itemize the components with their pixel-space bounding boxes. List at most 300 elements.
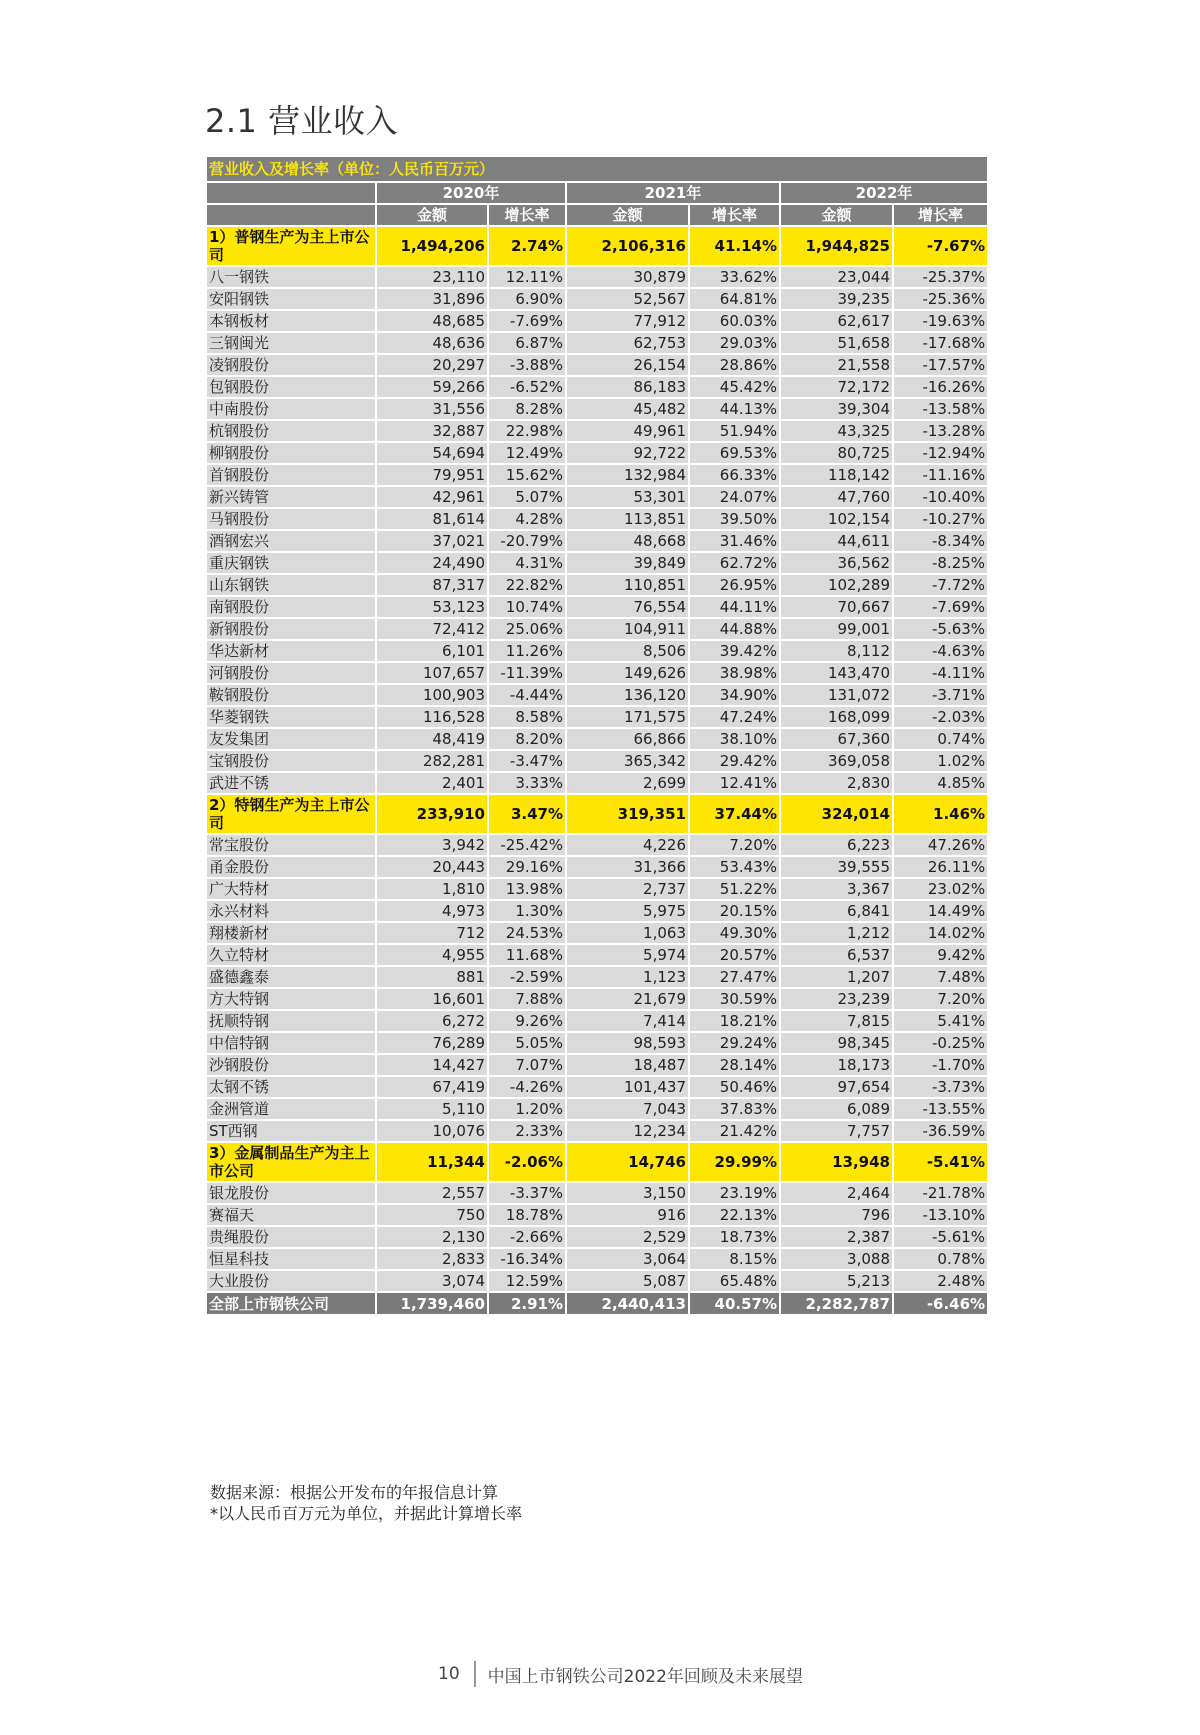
growth-rate-cell: 12.41% [689, 772, 780, 794]
growth-rate-cell: 7.48% [893, 966, 988, 988]
amount-cell: 168,099 [780, 706, 893, 728]
amount-cell: 23,110 [376, 266, 488, 288]
amount-cell: 6,089 [780, 1098, 893, 1120]
amount-cell: 6,101 [376, 640, 488, 662]
revenue-growth-table [205, 155, 989, 1316]
amount-cell: 98,593 [566, 1032, 689, 1054]
amount-cell: 70,667 [780, 596, 893, 618]
growth-rate-cell: -17.68% [893, 332, 988, 354]
growth-rate-cell: -10.27% [893, 508, 988, 530]
row-label: 赛福天 [206, 1204, 376, 1226]
growth-rate-cell: 38.10% [689, 728, 780, 750]
row-label: ST西钢 [206, 1120, 376, 1142]
growth-rate-cell: 64.81% [689, 288, 780, 310]
amount-cell: 2,282,787 [780, 1292, 893, 1315]
year-header-2021: 2021年 [566, 182, 780, 204]
growth-rate-cell: 7.20% [689, 834, 780, 856]
growth-rate-cell: 30.59% [689, 988, 780, 1010]
amount-cell: 37,021 [376, 530, 488, 552]
table-row [206, 966, 988, 988]
data-source-note: 数据来源：根据公开发布的年报信息计算 [210, 1483, 499, 1502]
growth-rate-cell: 2.91% [488, 1292, 566, 1315]
growth-rate-cell: 21.42% [689, 1120, 780, 1142]
amount-cell: 2,557 [376, 1182, 488, 1204]
row-label: 永兴材料 [206, 900, 376, 922]
col-header-amount: 金额 [566, 204, 689, 226]
amount-cell: 87,317 [376, 574, 488, 596]
growth-rate-cell: 18.73% [689, 1226, 780, 1248]
amount-cell: 80,725 [780, 442, 893, 464]
growth-rate-cell: 4.31% [488, 552, 566, 574]
amount-cell: 1,212 [780, 922, 893, 944]
row-label: 常宝股份 [206, 834, 376, 856]
growth-rate-cell: 40.57% [689, 1292, 780, 1315]
amount-cell: 8,112 [780, 640, 893, 662]
row-label: 酒钢宏兴 [206, 530, 376, 552]
amount-cell: 6,272 [376, 1010, 488, 1032]
row-label: 安阳钢铁 [206, 288, 376, 310]
row-label: 2）特钢生产为主上市公司 [206, 794, 376, 834]
amount-cell: 5,213 [780, 1270, 893, 1292]
growth-rate-cell: -13.55% [893, 1098, 988, 1120]
col-header-growth: 增长率 [689, 204, 780, 226]
growth-rate-cell: 14.02% [893, 922, 988, 944]
amount-cell: 113,851 [566, 508, 689, 530]
sub-header-row [206, 204, 988, 226]
growth-rate-cell: 37.44% [689, 794, 780, 834]
amount-cell: 86,183 [566, 376, 689, 398]
row-label: 贵绳股份 [206, 1226, 376, 1248]
growth-rate-cell: -7.72% [893, 574, 988, 596]
amount-cell: 66,866 [566, 728, 689, 750]
amount-cell: 79,951 [376, 464, 488, 486]
amount-cell: 2,464 [780, 1182, 893, 1204]
amount-cell: 47,760 [780, 486, 893, 508]
row-label: 抚顺特钢 [206, 1010, 376, 1032]
growth-rate-cell: -5.63% [893, 618, 988, 640]
row-label: 太钢不锈 [206, 1076, 376, 1098]
growth-rate-cell: 0.78% [893, 1248, 988, 1270]
growth-rate-cell: 47.24% [689, 706, 780, 728]
growth-rate-cell: 12.59% [488, 1270, 566, 1292]
amount-cell: 14,427 [376, 1054, 488, 1076]
col-header-growth: 增长率 [488, 204, 566, 226]
growth-rate-cell: 7.20% [893, 988, 988, 1010]
table-row [206, 266, 988, 288]
page-number: 10 [438, 1664, 460, 1684]
row-label: 1）普钢生产为主上市公司 [206, 226, 376, 266]
growth-rate-cell: -5.61% [893, 1226, 988, 1248]
growth-rate-cell: 9.42% [893, 944, 988, 966]
amount-cell: 8,506 [566, 640, 689, 662]
row-label: 新兴铸管 [206, 486, 376, 508]
amount-cell: 5,974 [566, 944, 689, 966]
amount-cell: 21,558 [780, 354, 893, 376]
amount-cell: 48,419 [376, 728, 488, 750]
amount-cell: 98,345 [780, 1032, 893, 1054]
amount-cell: 5,110 [376, 1098, 488, 1120]
table-row [206, 900, 988, 922]
amount-cell: 712 [376, 922, 488, 944]
row-label: 本钢板材 [206, 310, 376, 332]
growth-rate-cell: -2.66% [488, 1226, 566, 1248]
growth-rate-cell: -13.10% [893, 1204, 988, 1226]
row-label: 河钢股份 [206, 662, 376, 684]
growth-rate-cell: 7.07% [488, 1054, 566, 1076]
growth-rate-cell: 28.86% [689, 354, 780, 376]
amount-cell: 10,076 [376, 1120, 488, 1142]
amount-cell: 1,123 [566, 966, 689, 988]
table-row [206, 706, 988, 728]
total-row [206, 1292, 988, 1315]
growth-rate-cell: -13.58% [893, 398, 988, 420]
growth-rate-cell: 22.82% [488, 574, 566, 596]
growth-rate-cell: 4.28% [488, 508, 566, 530]
amount-cell: 102,154 [780, 508, 893, 530]
amount-cell: 30,879 [566, 266, 689, 288]
growth-rate-cell: -13.28% [893, 420, 988, 442]
growth-rate-cell: 23.02% [893, 878, 988, 900]
growth-rate-cell: 50.46% [689, 1076, 780, 1098]
growth-rate-cell: 10.74% [488, 596, 566, 618]
table-row [206, 1010, 988, 1032]
amount-cell: 1,810 [376, 878, 488, 900]
amount-cell: 24,490 [376, 552, 488, 574]
growth-rate-cell: 23.19% [689, 1182, 780, 1204]
growth-rate-cell: -20.79% [488, 530, 566, 552]
growth-rate-cell: 29.24% [689, 1032, 780, 1054]
row-label: 新钢股份 [206, 618, 376, 640]
amount-cell: 1,063 [566, 922, 689, 944]
amount-cell: 81,614 [376, 508, 488, 530]
row-label: 南钢股份 [206, 596, 376, 618]
growth-rate-cell: 26.95% [689, 574, 780, 596]
table-row [206, 1270, 988, 1292]
table-row [206, 464, 988, 486]
amount-cell: 916 [566, 1204, 689, 1226]
row-label: 恒星科技 [206, 1248, 376, 1270]
growth-rate-cell: 51.22% [689, 878, 780, 900]
growth-rate-cell: -4.11% [893, 662, 988, 684]
growth-rate-cell: -11.16% [893, 464, 988, 486]
unit-footnote: *以人民币百万元为单位，并据此计算增长率 [210, 1504, 523, 1523]
amount-cell: 369,058 [780, 750, 893, 772]
amount-cell: 31,556 [376, 398, 488, 420]
growth-rate-cell: 69.53% [689, 442, 780, 464]
amount-cell: 2,529 [566, 1226, 689, 1248]
amount-cell: 2,699 [566, 772, 689, 794]
amount-cell: 796 [780, 1204, 893, 1226]
amount-cell: 881 [376, 966, 488, 988]
amount-cell: 4,955 [376, 944, 488, 966]
year-header-2022: 2022年 [780, 182, 988, 204]
table-row [206, 1182, 988, 1204]
amount-cell: 20,297 [376, 354, 488, 376]
group-subtotal-row [206, 1142, 988, 1182]
amount-cell: 32,887 [376, 420, 488, 442]
table-row [206, 508, 988, 530]
amount-cell: 51,658 [780, 332, 893, 354]
row-label: 中信特钢 [206, 1032, 376, 1054]
amount-cell: 18,173 [780, 1054, 893, 1076]
growth-rate-cell: 1.46% [893, 794, 988, 834]
growth-rate-cell: 26.11% [893, 856, 988, 878]
growth-rate-cell: 0.74% [893, 728, 988, 750]
growth-rate-cell: 24.07% [689, 486, 780, 508]
growth-rate-cell: -2.06% [488, 1142, 566, 1182]
row-label: 盛德鑫泰 [206, 966, 376, 988]
amount-cell: 31,366 [566, 856, 689, 878]
growth-rate-cell: 8.58% [488, 706, 566, 728]
blank-header-cell [206, 182, 376, 204]
amount-cell: 62,753 [566, 332, 689, 354]
row-label: 重庆钢铁 [206, 552, 376, 574]
growth-rate-cell: 28.14% [689, 1054, 780, 1076]
amount-cell: 11,344 [376, 1142, 488, 1182]
row-label: 杭钢股份 [206, 420, 376, 442]
growth-rate-cell: -19.63% [893, 310, 988, 332]
amount-cell: 7,414 [566, 1010, 689, 1032]
table-row [206, 354, 988, 376]
growth-rate-cell: -12.94% [893, 442, 988, 464]
table-row [206, 618, 988, 640]
growth-rate-cell: 44.88% [689, 618, 780, 640]
amount-cell: 12,234 [566, 1120, 689, 1142]
amount-cell: 62,617 [780, 310, 893, 332]
table-row [206, 944, 988, 966]
growth-rate-cell: 53.43% [689, 856, 780, 878]
amount-cell: 26,154 [566, 354, 689, 376]
growth-rate-cell: -10.40% [893, 486, 988, 508]
growth-rate-cell: 29.99% [689, 1142, 780, 1182]
growth-rate-cell: 44.11% [689, 596, 780, 618]
growth-rate-cell: 51.94% [689, 420, 780, 442]
amount-cell: 67,419 [376, 1076, 488, 1098]
row-label: 山东钢铁 [206, 574, 376, 596]
growth-rate-cell: 37.83% [689, 1098, 780, 1120]
growth-rate-cell: 4.85% [893, 772, 988, 794]
row-label: 银龙股份 [206, 1182, 376, 1204]
growth-rate-cell: 12.49% [488, 442, 566, 464]
table-row [206, 596, 988, 618]
amount-cell: 2,401 [376, 772, 488, 794]
row-label: 华达新材 [206, 640, 376, 662]
col-header-amount: 金额 [376, 204, 488, 226]
amount-cell: 99,001 [780, 618, 893, 640]
growth-rate-cell: 39.50% [689, 508, 780, 530]
table-row [206, 988, 988, 1010]
growth-rate-cell: -6.46% [893, 1292, 988, 1315]
table-row [206, 640, 988, 662]
amount-cell: 7,815 [780, 1010, 893, 1032]
amount-cell: 116,528 [376, 706, 488, 728]
amount-cell: 97,654 [780, 1076, 893, 1098]
row-label: 首钢股份 [206, 464, 376, 486]
amount-cell: 44,611 [780, 530, 893, 552]
table-row [206, 552, 988, 574]
growth-rate-cell: -21.78% [893, 1182, 988, 1204]
amount-cell: 136,120 [566, 684, 689, 706]
growth-rate-cell: -3.71% [893, 684, 988, 706]
growth-rate-cell: -16.26% [893, 376, 988, 398]
row-label: 广大特材 [206, 878, 376, 900]
table-row [206, 1204, 988, 1226]
growth-rate-cell: 41.14% [689, 226, 780, 266]
table-row [206, 1248, 988, 1270]
growth-rate-cell: -11.39% [488, 662, 566, 684]
table-row [206, 684, 988, 706]
row-label: 友发集团 [206, 728, 376, 750]
row-label: 金洲管道 [206, 1098, 376, 1120]
amount-cell: 4,226 [566, 834, 689, 856]
growth-rate-cell: 5.41% [893, 1010, 988, 1032]
growth-rate-cell: 8.15% [689, 1248, 780, 1270]
table-row [206, 878, 988, 900]
growth-rate-cell: 2.33% [488, 1120, 566, 1142]
amount-cell: 750 [376, 1204, 488, 1226]
amount-cell: 365,342 [566, 750, 689, 772]
growth-rate-cell: -5.41% [893, 1142, 988, 1182]
row-label: 翔楼新材 [206, 922, 376, 944]
growth-rate-cell: 29.03% [689, 332, 780, 354]
table-row [206, 1054, 988, 1076]
growth-rate-cell: -2.03% [893, 706, 988, 728]
amount-cell: 132,984 [566, 464, 689, 486]
row-label: 沙钢股份 [206, 1054, 376, 1076]
amount-cell: 48,636 [376, 332, 488, 354]
growth-rate-cell: 22.13% [689, 1204, 780, 1226]
growth-rate-cell: 6.90% [488, 288, 566, 310]
growth-rate-cell: 1.20% [488, 1098, 566, 1120]
growth-rate-cell: 29.42% [689, 750, 780, 772]
amount-cell: 53,301 [566, 486, 689, 508]
amount-cell: 49,961 [566, 420, 689, 442]
amount-cell: 53,123 [376, 596, 488, 618]
amount-cell: 48,685 [376, 310, 488, 332]
growth-rate-cell: -7.67% [893, 226, 988, 266]
amount-cell: 67,360 [780, 728, 893, 750]
amount-cell: 45,482 [566, 398, 689, 420]
table-row [206, 376, 988, 398]
amount-cell: 52,567 [566, 288, 689, 310]
table-row [206, 442, 988, 464]
amount-cell: 319,351 [566, 794, 689, 834]
amount-cell: 324,014 [780, 794, 893, 834]
table-row [206, 1076, 988, 1098]
page-footer [438, 1660, 803, 1688]
amount-cell: 39,304 [780, 398, 893, 420]
row-label: 鞍钢股份 [206, 684, 376, 706]
growth-rate-cell: 15.62% [488, 464, 566, 486]
table-caption: 营业收入及增长率（单位：人民币百万元） [206, 156, 988, 182]
row-label: 宝钢股份 [206, 750, 376, 772]
amount-cell: 72,412 [376, 618, 488, 640]
growth-rate-cell: -8.25% [893, 552, 988, 574]
row-label: 全部上市钢铁公司 [206, 1292, 376, 1315]
amount-cell: 6,841 [780, 900, 893, 922]
amount-cell: 92,722 [566, 442, 689, 464]
growth-rate-cell: 25.06% [488, 618, 566, 640]
growth-rate-cell: -8.34% [893, 530, 988, 552]
row-label: 柳钢股份 [206, 442, 376, 464]
growth-rate-cell: 18.21% [689, 1010, 780, 1032]
growth-rate-cell: 6.87% [488, 332, 566, 354]
amount-cell: 3,064 [566, 1248, 689, 1270]
amount-cell: 3,088 [780, 1248, 893, 1270]
row-label: 中南股份 [206, 398, 376, 420]
growth-rate-cell: 34.90% [689, 684, 780, 706]
table-row [206, 310, 988, 332]
amount-cell: 76,554 [566, 596, 689, 618]
amount-cell: 39,555 [780, 856, 893, 878]
amount-cell: 233,910 [376, 794, 488, 834]
amount-cell: 1,739,460 [376, 1292, 488, 1315]
amount-cell: 1,494,206 [376, 226, 488, 266]
table-row [206, 750, 988, 772]
table-notes [210, 1482, 522, 1524]
page-title: 2.1 营业收入 [205, 102, 399, 140]
table-row [206, 1226, 988, 1248]
table-row [206, 530, 988, 552]
table-row [206, 332, 988, 354]
amount-cell: 2,440,413 [566, 1292, 689, 1315]
group-subtotal-row [206, 794, 988, 834]
blank-header-cell [206, 204, 376, 226]
row-label: 久立特材 [206, 944, 376, 966]
growth-rate-cell: -4.26% [488, 1076, 566, 1098]
amount-cell: 2,737 [566, 878, 689, 900]
growth-rate-cell: 5.07% [488, 486, 566, 508]
amount-cell: 1,207 [780, 966, 893, 988]
amount-cell: 48,668 [566, 530, 689, 552]
growth-rate-cell: 2.74% [488, 226, 566, 266]
amount-cell: 13,948 [780, 1142, 893, 1182]
amount-cell: 2,833 [376, 1248, 488, 1270]
table-row [206, 486, 988, 508]
growth-rate-cell: 45.42% [689, 376, 780, 398]
growth-rate-cell: -17.57% [893, 354, 988, 376]
row-label: 马钢股份 [206, 508, 376, 530]
growth-rate-cell: 65.48% [689, 1270, 780, 1292]
year-header-2020: 2020年 [376, 182, 566, 204]
amount-cell: 104,911 [566, 618, 689, 640]
amount-cell: 6,537 [780, 944, 893, 966]
amount-cell: 7,757 [780, 1120, 893, 1142]
amount-cell: 72,172 [780, 376, 893, 398]
growth-rate-cell: 22.98% [488, 420, 566, 442]
amount-cell: 14,746 [566, 1142, 689, 1182]
growth-rate-cell: 13.98% [488, 878, 566, 900]
table-row [206, 420, 988, 442]
amount-cell: 102,289 [780, 574, 893, 596]
growth-rate-cell: 7.88% [488, 988, 566, 1010]
amount-cell: 2,106,316 [566, 226, 689, 266]
growth-rate-cell: 1.02% [893, 750, 988, 772]
year-header-row [206, 182, 988, 204]
amount-cell: 42,961 [376, 486, 488, 508]
amount-cell: 43,325 [780, 420, 893, 442]
col-header-growth: 增长率 [893, 204, 988, 226]
growth-rate-cell: 14.49% [893, 900, 988, 922]
amount-cell: 18,487 [566, 1054, 689, 1076]
amount-cell: 77,912 [566, 310, 689, 332]
growth-rate-cell: 44.13% [689, 398, 780, 420]
table-row [206, 772, 988, 794]
growth-rate-cell: -6.52% [488, 376, 566, 398]
row-label: 武进不锈 [206, 772, 376, 794]
amount-cell: 1,944,825 [780, 226, 893, 266]
amount-cell: 39,849 [566, 552, 689, 574]
